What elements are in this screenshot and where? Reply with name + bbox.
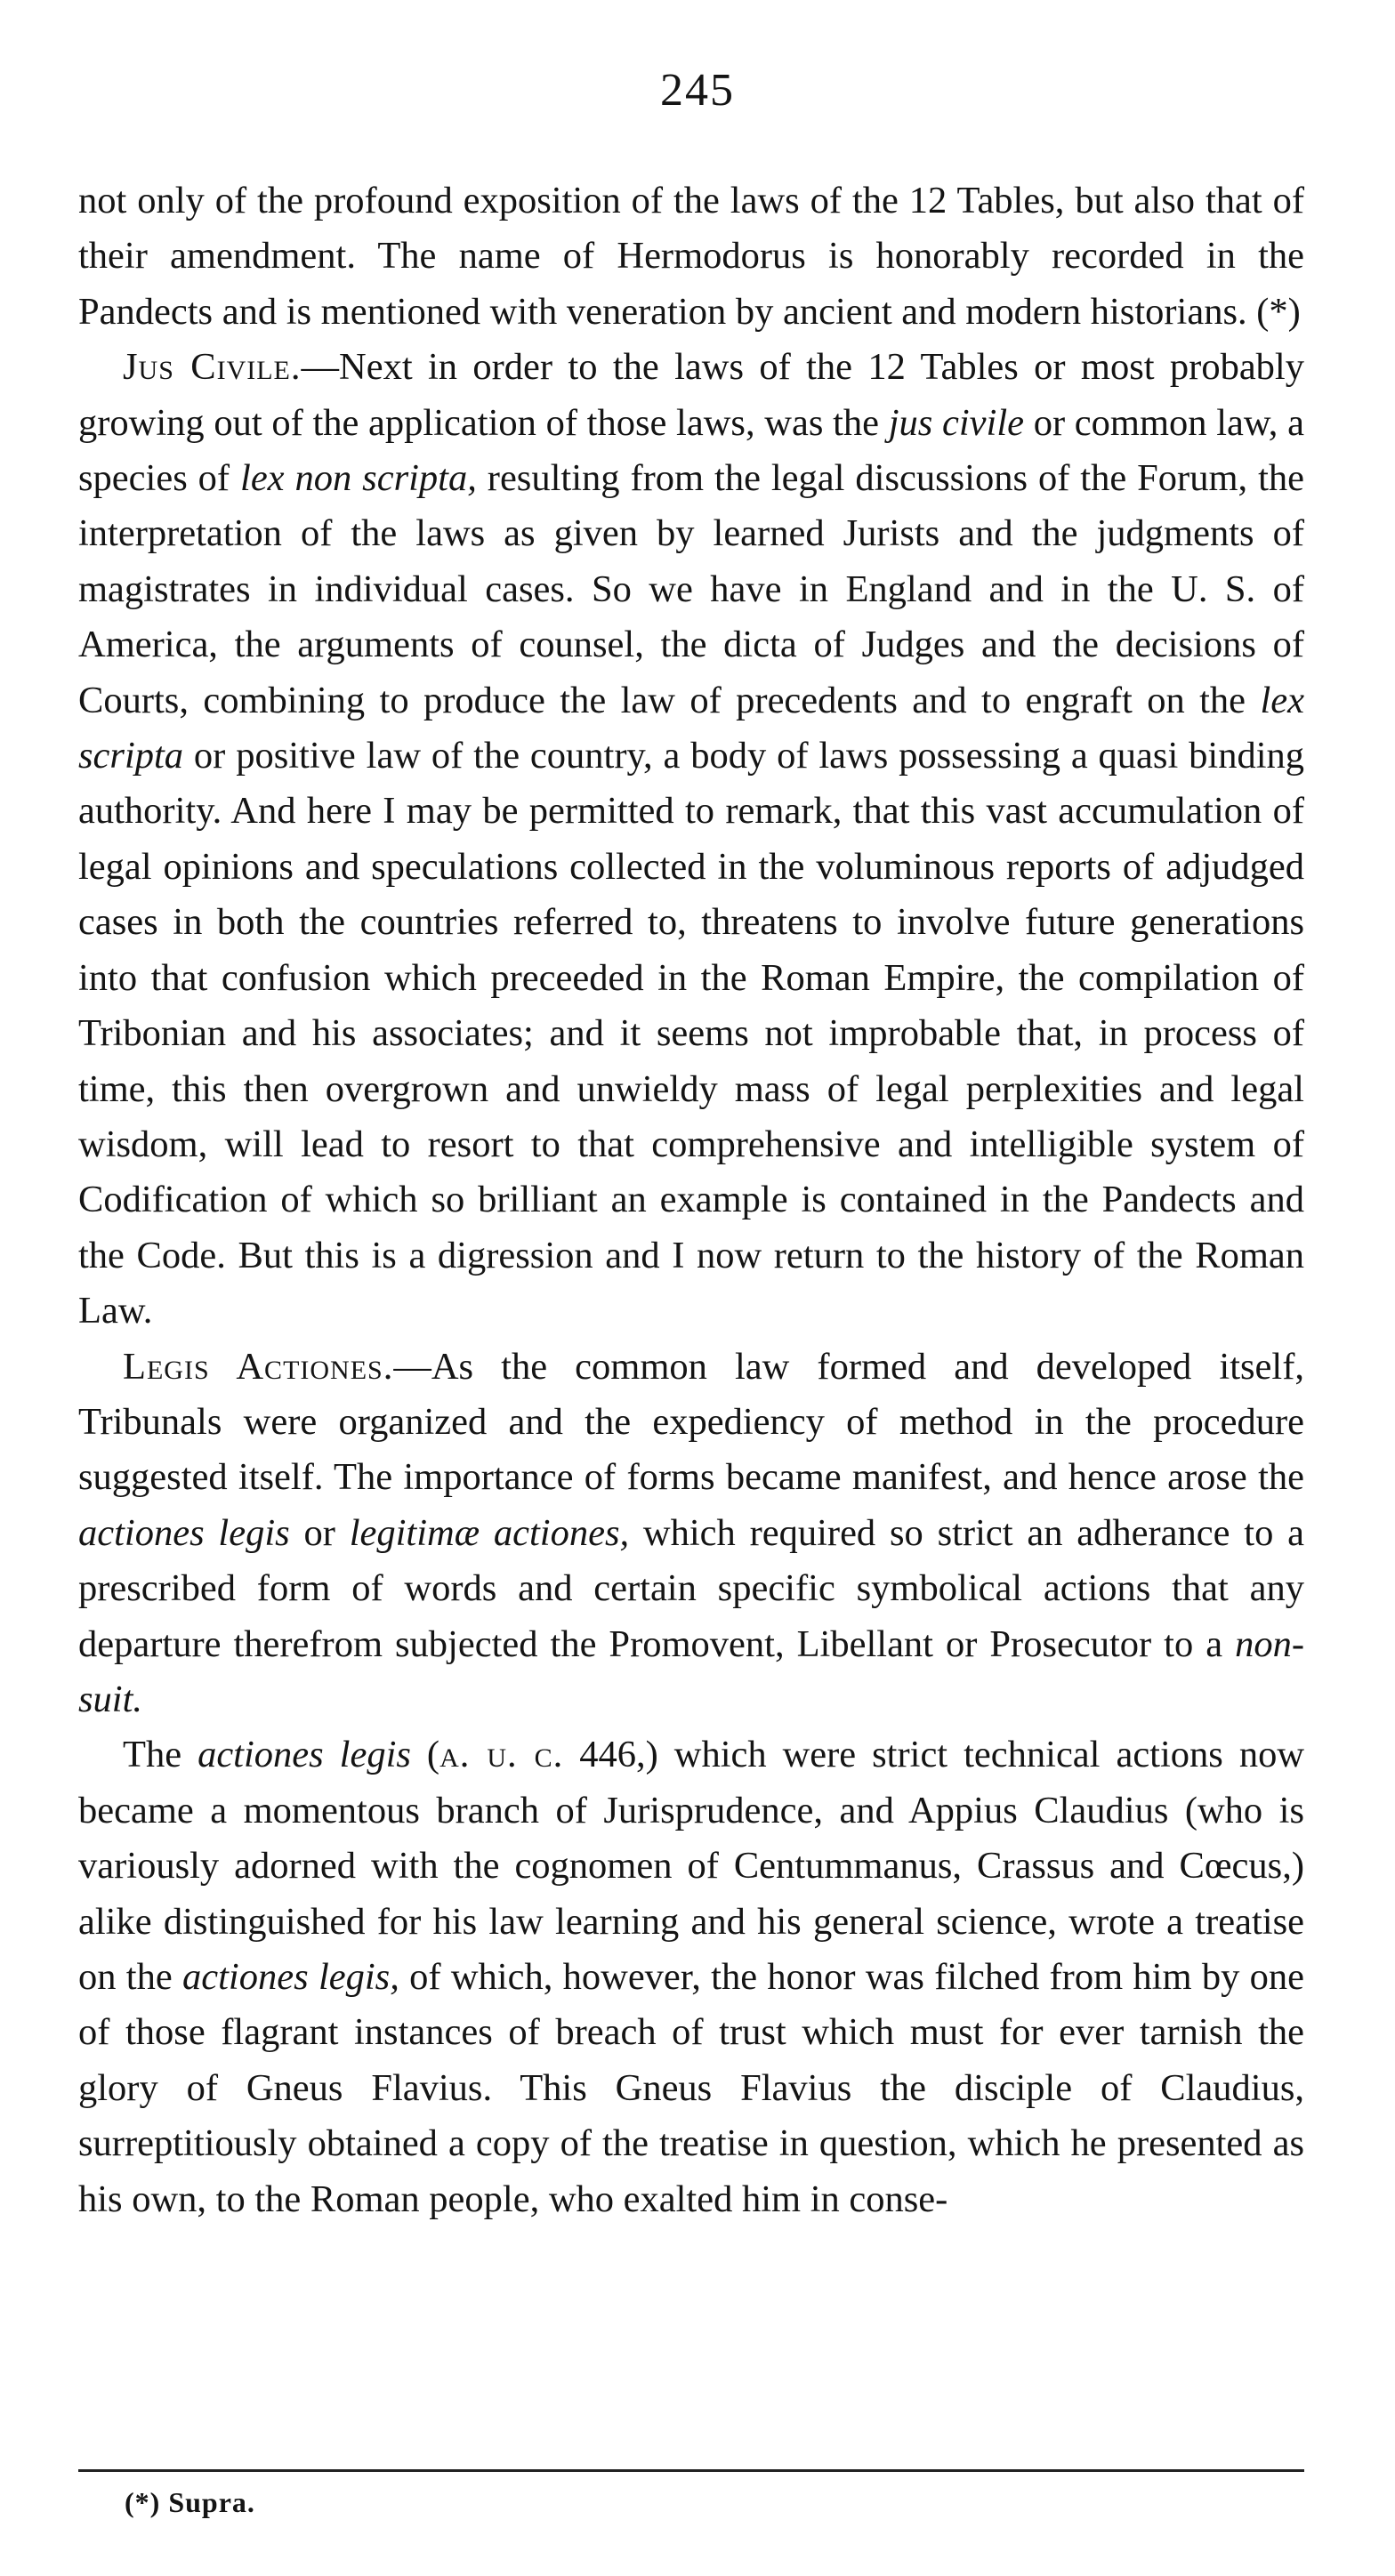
section-heading: Legis Actiones. [123,1345,394,1388]
page-number: 245 [660,65,735,116]
paragraph-1 [78,173,1304,340]
section-heading: a. u. c. [439,1734,564,1776]
paragraph-legis-actiones [78,1340,1304,1728]
text-run: —As the common law formed and developed itself, Tribunals were organized and the expediency of method in the procedure suggested itself. The importance of forms became manifest, and hence arose the [78,1345,1304,1499]
text-run: resulting from the legal discussions of the Forum, the interpretation of the laws as given by learned Jurists and the judgments of magistrates in individual cases. So we have in England and in the U. S. of America, the arguments of counsel, the dicta of Judges and the decisions of Courts, combining to produce the law of precedents and to engraft on the [78,457,1304,721]
body-text [78,173,1304,2227]
footnote: (*) Supra. [125,2486,255,2518]
italic-term: lex non scripta, [240,457,477,500]
italic-term: actiones legis [78,1511,290,1554]
paragraph-jus-civile [78,340,1304,1339]
text-run: which required so strict an adherance to a prescribed form of words and certain specific symbolical actions that any departure therefrom subjected the Promovent, Libellant or Prosecutor to a [78,1511,1304,1665]
italic-term: non-suit. [78,1622,1304,1720]
text-run: The [123,1734,198,1776]
italic-term: legitimæ actiones, [349,1511,630,1554]
text-run: ( [410,1734,440,1776]
section-heading: Jus Civile. [123,346,302,389]
text-run: 446,) which were strict technical actions now became a momentous branch of Jurisprudence, and Appius Claudius (who is variously adorned with the cognomen of Centummanus, Crassus and Cœcus,) alike distinguished for his law learning and his general science, wrote a treatise on the [78,1734,1305,1998]
paragraph-actiones-legis [78,1727,1304,2227]
italic-term: lex scripta [78,679,1304,777]
text-run: or positive law of the country, a body of laws possessing a quasi binding authority. And here I may be permitted to remark, that this vast accumulation of legal opinions and speculations collected in the voluminous reports of adjudged cases in both the countries referred to, threatens to involve future generations into that confusion which preceeded in the Roman Empire, the compilation of Tribonian and his associates; and it seems not improbable that, in process of time, this then overgrown and unwieldy mass of legal perplexities and legal wisdom, will lead to resort to that comprehensive and intelligible system of Codification of which so brilliant an example is contained in the Pandects and the Code. But this is a digression and I now return to the history of the Roman Law. [78,735,1304,1332]
italic-term: jus civile [888,401,1024,444]
footnote-divider [78,2469,1304,2472]
text-run: or common law, a species of [78,401,1304,500]
text-run: —Next in order to the laws of the 12 Tables or most probably growing out of the application of those laws, was the [78,346,1304,444]
italic-term: actiones legis, [182,1956,399,1998]
text-run: not only of the profound exposition of the laws of the 12 Tables, but also that of their amendment. The name of Hermodorus is honorably recorded in the Pandects and is mentioned with veneration by ancient and modern historians. (*) [78,180,1304,333]
text-run: of which, however, the honor was filched from him by one of those flagrant instances of breach of trust which must for ever tarnish the glory of Gneus Flavius. This Gneus Flavius the disciple of Claudius, surreptitiously obtained a copy of the treatise in question, which he presented as his own, to the Roman people, who exalted him in conse- [78,1956,1304,2220]
text-run: or [289,1511,350,1554]
italic-term: actiones legis [198,1734,411,1776]
